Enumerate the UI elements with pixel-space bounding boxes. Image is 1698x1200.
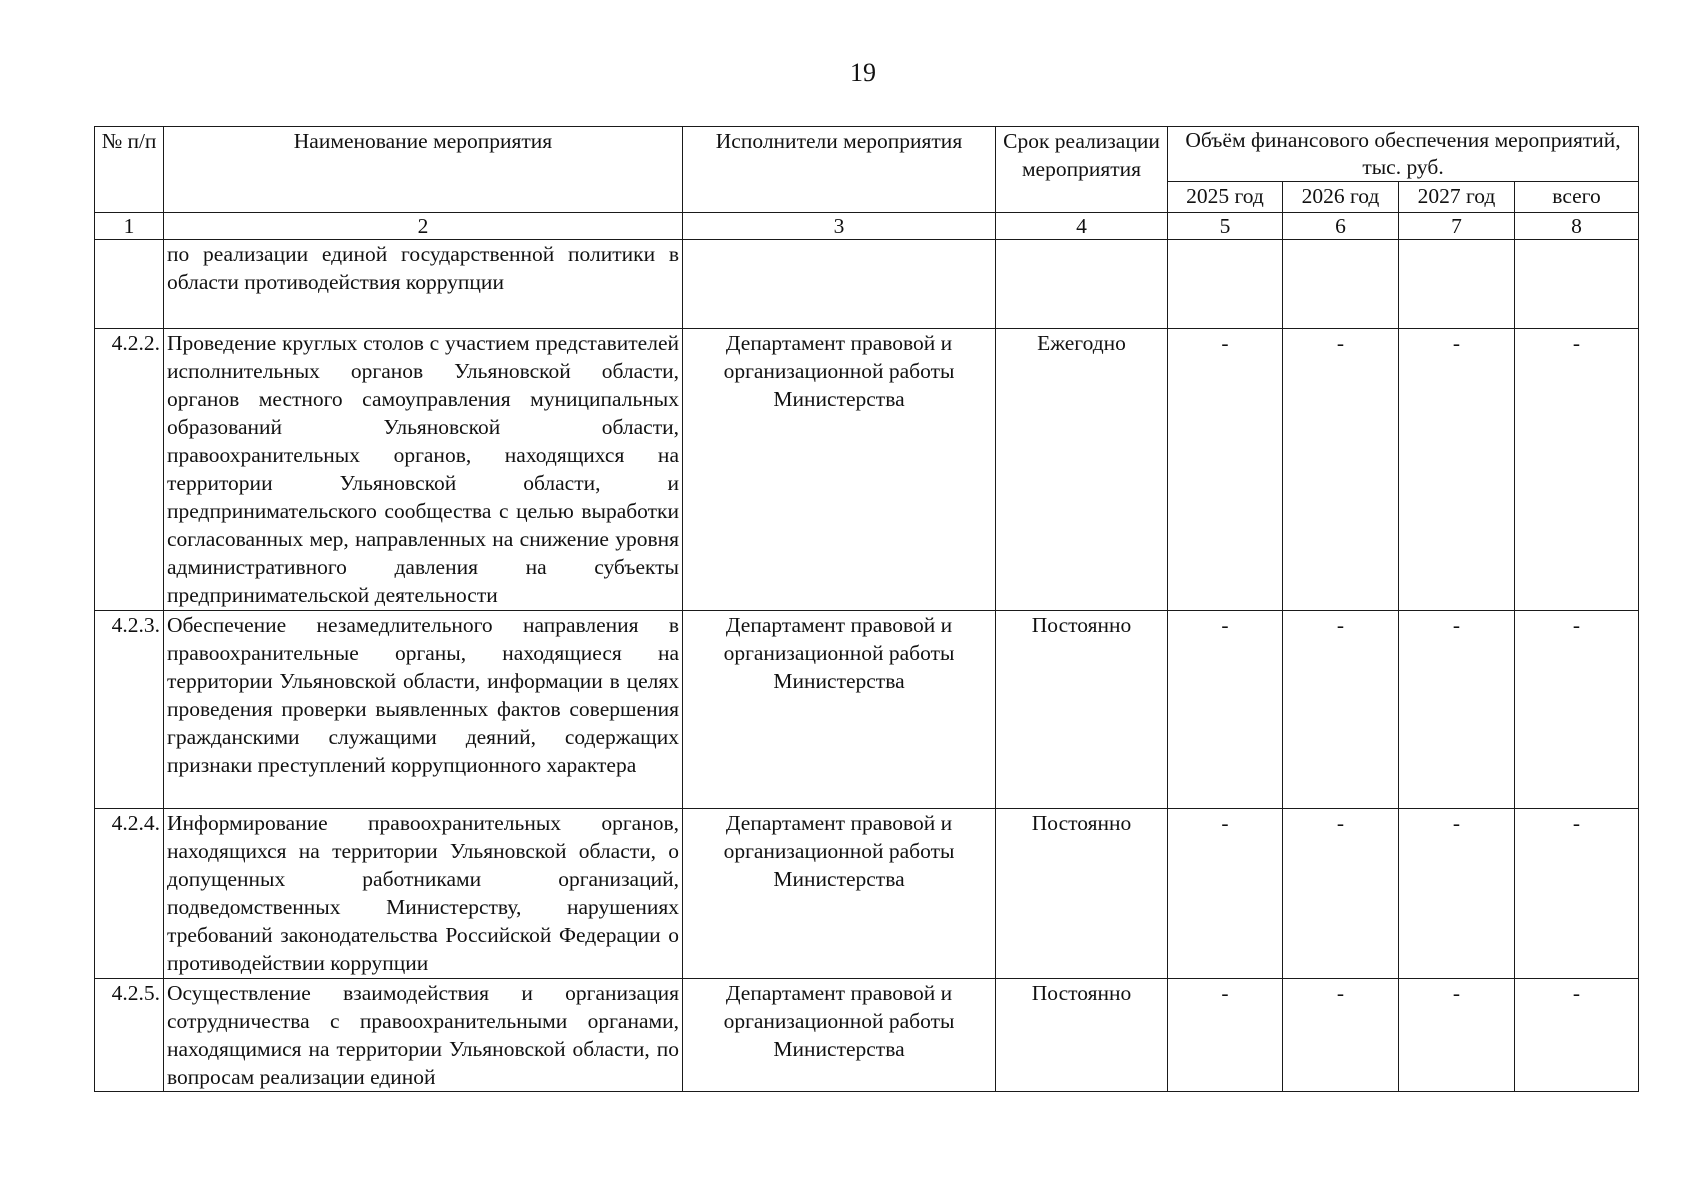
value-2027: - [1399,329,1515,611]
column-number: 6 [1283,213,1399,240]
value-2027 [1399,240,1515,329]
column-number: 8 [1515,213,1639,240]
table-row [95,611,1639,809]
table-row [95,329,1639,611]
row-number [95,240,164,329]
value-2025: - [1168,809,1283,979]
value-2027: - [1399,611,1515,809]
header-term: Срок реализации мероприятия [996,127,1168,213]
activity-name: по реализации единой государственной политики в области противодействия коррупции [164,240,683,329]
value-2026: - [1283,611,1399,809]
table-row [95,240,1639,329]
activity-term: Ежегодно [996,329,1168,611]
header-total: всего [1515,182,1639,213]
row-number: 4.2.4. [95,809,164,979]
value-2026: - [1283,979,1399,1092]
value-total: - [1515,329,1639,611]
header-2025: 2025 год [1168,182,1283,213]
column-number: 4 [996,213,1168,240]
activity-executors [683,240,996,329]
value-2027: - [1399,809,1515,979]
activity-executors: Департамент правовой и организационной работы Министерства [683,329,996,611]
header-2026: 2026 год [1283,182,1399,213]
activity-term: Постоянно [996,809,1168,979]
activity-executors: Департамент правовой и организационной работы Министерства [683,809,996,979]
header-funding: Объём финансового обеспечения мероприятий, тыс. руб. [1168,127,1639,182]
row-number: 4.2.2. [95,329,164,611]
column-number: 5 [1168,213,1283,240]
value-2026: - [1283,809,1399,979]
value-total: - [1515,809,1639,979]
row-number: 4.2.5. [95,979,164,1092]
column-number: 1 [95,213,164,240]
header-2027: 2027 год [1399,182,1515,213]
activity-executors: Департамент правовой и организационной работы Министерства [683,979,996,1092]
value-total [1515,240,1639,329]
value-2027: - [1399,979,1515,1092]
column-number: 2 [164,213,683,240]
value-2025 [1168,240,1283,329]
value-total: - [1515,979,1639,1092]
activity-term [996,240,1168,329]
activities-table [94,126,1639,1092]
column-number: 7 [1399,213,1515,240]
activity-name: Информирование правоохранительных органов, находящихся на территории Ульяновской области, о допущенных работниками организаций, подведомственных Министерству, нарушениях требований законодательства Российской Федерации о противодействии коррупции [164,809,683,979]
page-number: 19 [850,58,876,87]
table-row [95,979,1639,1092]
activity-term: Постоянно [996,611,1168,809]
value-2026: - [1283,329,1399,611]
header-name: Наименование мероприятия [164,127,683,213]
activity-term: Постоянно [996,979,1168,1092]
activity-executors: Департамент правовой и организационной работы Министерства [683,611,996,809]
value-2025: - [1168,329,1283,611]
activity-name: Обеспечение незамедлительного направления в правоохранительные органы, находящиеся на территории Ульяновской области, информации в целях проведения проверки выявленных фактов совершения гражданскими служащими деяний, содержащих признаки преступлений коррупционного характера [164,611,683,809]
value-2025: - [1168,611,1283,809]
value-2026 [1283,240,1399,329]
column-number: 3 [683,213,996,240]
header-row-top [95,127,1639,182]
column-number-row [95,213,1639,240]
table-row [95,809,1639,979]
header-executors: Исполнители мероприятия [683,127,996,213]
activity-name: Проведение круглых столов с участием представителей исполнительных органов Ульяновской области, органов местного самоуправления муниципальных образований Ульяновской области, правоохранительных органов, находящихся на территории Ульяновской области, и предпринимательского сообщества с целью выработки согласованных мер, направленных на снижение уровня административного давления на субъекты предпринимательской деятельности [164,329,683,611]
activity-name: Осуществление взаимодействия и организация сотрудничества с правоохранительными органами, находящимися на территории Ульяновской области, по вопросам реализации единой [164,979,683,1092]
value-2025: - [1168,979,1283,1092]
row-number: 4.2.3. [95,611,164,809]
value-total: - [1515,611,1639,809]
header-num: № п/п [95,127,164,213]
